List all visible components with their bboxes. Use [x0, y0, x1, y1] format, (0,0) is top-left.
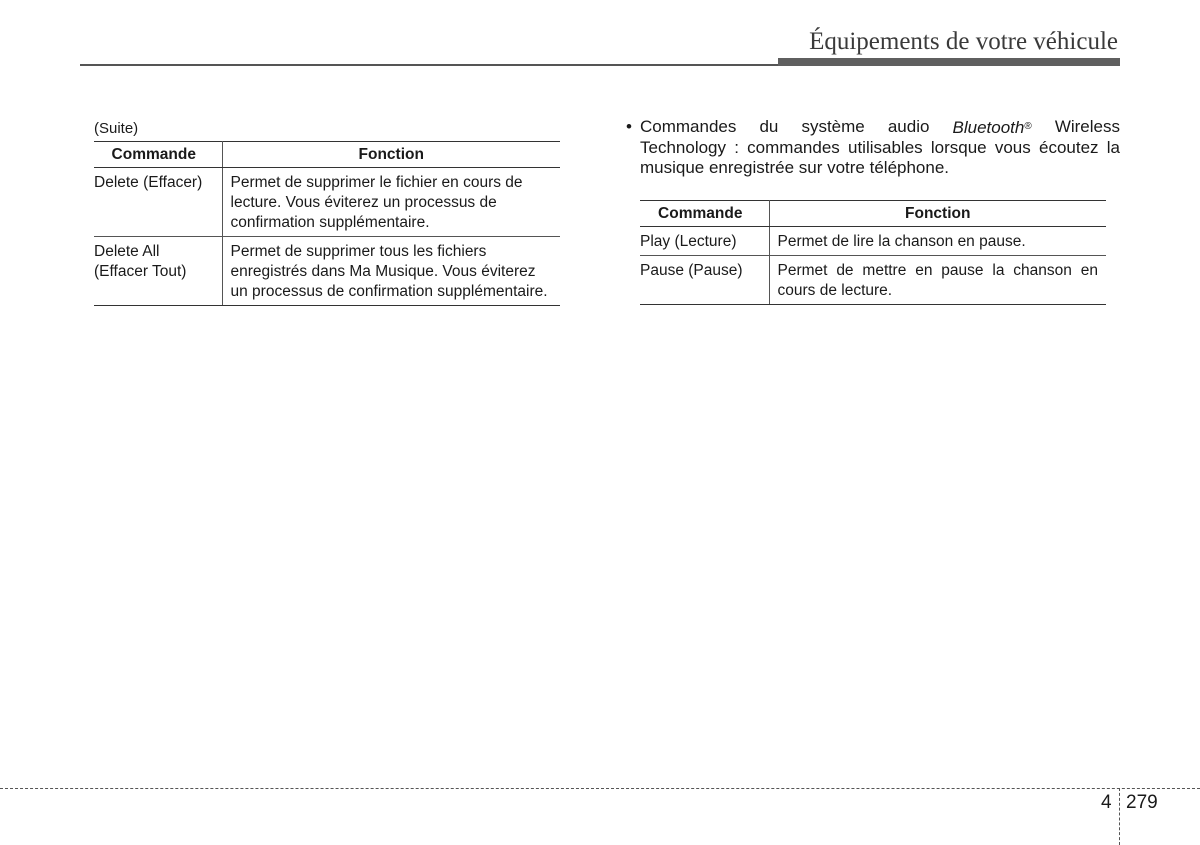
- paragraph-word: Commandes: [640, 117, 737, 136]
- paragraph-first-line: [640, 117, 1120, 138]
- command-cell: [94, 237, 222, 306]
- column-header-function: Fonction: [222, 142, 560, 168]
- column-header-command: Commande: [640, 201, 769, 227]
- command-cell: Delete (Effacer): [94, 168, 222, 237]
- header-rule-thick: [778, 58, 1120, 66]
- bluetooth-brand-text: Bluetooth: [952, 118, 1025, 137]
- bullet-icon: •: [626, 117, 632, 136]
- command-line: Delete All: [94, 243, 160, 260]
- page-number: 279: [1126, 792, 1158, 813]
- table-row: [94, 237, 560, 306]
- chapter-number: 4: [1101, 792, 1112, 813]
- paragraph-continuation: Technology : commandes utilisables lorsque vous écoutez la musique enregistrée sur votre téléphone.: [640, 138, 1120, 177]
- bluetooth-controls-paragraph: [626, 117, 1120, 178]
- page-section-title: Équipements de votre véhicule: [809, 28, 1118, 55]
- delete-commands-table: [94, 141, 560, 306]
- paragraph-word: Wireless: [1054, 117, 1120, 136]
- table-header-row: [94, 142, 560, 168]
- table-row: [640, 227, 1106, 256]
- paragraph-word: du: [759, 117, 779, 136]
- function-cell: Permet de supprimer le fichier en cours de lecture. Vous éviterez un processus de confirmation supplémentaire.: [222, 168, 560, 237]
- paragraph-word: système: [801, 117, 865, 136]
- table-row: [94, 168, 560, 237]
- paragraph-word: audio: [887, 117, 930, 136]
- command-line: (Effacer Tout): [94, 263, 187, 280]
- command-cell: Play (Lecture): [640, 227, 769, 256]
- footer-dashed-divider: [1119, 788, 1120, 845]
- footer-dashed-rule: [0, 788, 1200, 789]
- playback-commands-table: [640, 200, 1106, 305]
- command-cell: Pause (Pause): [640, 256, 769, 305]
- column-header-command: Commande: [94, 142, 222, 168]
- column-header-function: Fonction: [769, 201, 1106, 227]
- function-cell: Permet de supprimer tous les fichiers enregistrés dans Ma Musique. Vous éviterez un processus de confirmation supplémentaire.: [222, 237, 560, 306]
- function-cell: Permet de lire la chanson en pause.: [769, 227, 1106, 256]
- registered-mark: ®: [1024, 121, 1032, 132]
- function-cell: Permet de mettre en pause la chanson en cours de lecture.: [769, 256, 1106, 305]
- header-rule-thin: [80, 64, 780, 66]
- continued-label: (Suite): [94, 120, 139, 137]
- table-row: [640, 256, 1106, 305]
- bluetooth-brand: [953, 117, 1032, 138]
- table-header-row: [640, 201, 1106, 227]
